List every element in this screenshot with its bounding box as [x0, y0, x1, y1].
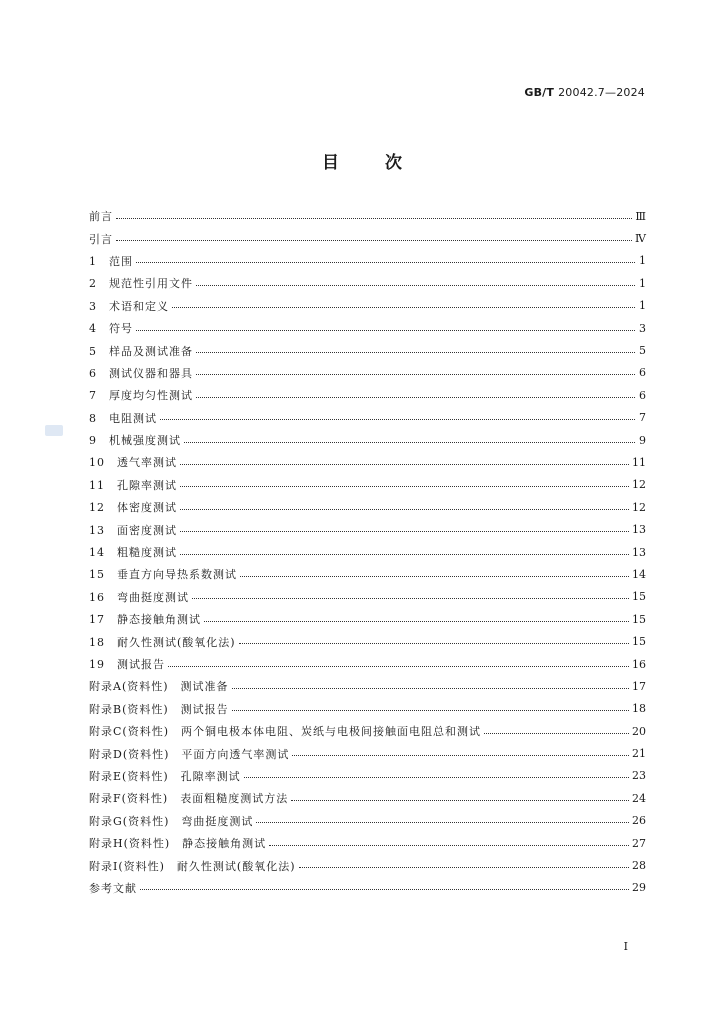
toc-entry[interactable]: [89, 698, 646, 720]
toc-entry-label: 14 粗糙度测试: [89, 546, 177, 560]
toc-entry-page: 15: [632, 612, 646, 626]
toc-entry-page: 26: [632, 814, 646, 828]
toc-entry-page: 5: [639, 344, 646, 358]
toc-dot-leader: [196, 374, 635, 375]
toc-entry[interactable]: [89, 630, 646, 652]
toc-dot-leader: [196, 352, 635, 353]
title-char-1: 目: [322, 153, 339, 173]
toc-entry-page: 17: [632, 679, 646, 693]
toc-entry-label: 18 耐久性测试(酸氧化法): [89, 635, 236, 649]
toc-entry-page: 7: [639, 411, 646, 425]
toc-entry[interactable]: [89, 429, 646, 451]
toc-entry-page: 20: [632, 724, 646, 738]
toc-entry[interactable]: [89, 765, 646, 787]
toc-entry-label: 1 范围: [89, 254, 133, 268]
toc-dot-leader: [291, 800, 629, 801]
toc-dot-leader: [180, 554, 629, 555]
toc-entry-page: 21: [632, 747, 646, 761]
toc-entry-label: 附录I(资料性) 耐久性测试(酸氧化法): [89, 859, 296, 873]
toc-entry-page: 9: [639, 433, 646, 447]
toc-entry-page: 27: [632, 836, 646, 850]
toc-entry-label: 附录A(资料性) 测试准备: [89, 680, 229, 694]
toc-entry[interactable]: [89, 250, 646, 272]
toc-entry-page: 1: [639, 254, 646, 268]
toc-entry-page: 6: [639, 366, 646, 380]
toc-dot-leader: [192, 598, 629, 599]
toc-entry-page: 18: [632, 702, 646, 716]
toc-entry-page: 15: [632, 635, 646, 649]
toc-entry-label: 13 面密度测试: [89, 523, 177, 537]
toc-dot-leader: [239, 643, 629, 644]
toc-entry-label: 参考文献: [89, 881, 137, 895]
toc-dot-leader: [180, 486, 629, 487]
toc-entry[interactable]: [89, 720, 646, 742]
toc-entry-label: 9 机械强度测试: [89, 434, 181, 448]
toc-entry[interactable]: [89, 496, 646, 518]
toc-dot-leader: [136, 262, 635, 263]
toc-entry[interactable]: [89, 877, 646, 899]
toc-entry[interactable]: [89, 451, 646, 473]
toc-dot-leader: [140, 889, 629, 890]
toc-dot-leader: [256, 822, 629, 823]
toc-entry-label: 8 电阻测试: [89, 411, 157, 425]
toc-dot-leader: [292, 755, 629, 756]
toc-entry[interactable]: [89, 787, 646, 809]
toc-entry-page: 28: [632, 859, 646, 873]
toc-entry-label: 11 孔隙率测试: [89, 478, 177, 492]
toc-entry[interactable]: [89, 317, 646, 339]
toc-entry-page: 1: [639, 299, 646, 313]
page-title: [0, 148, 724, 173]
toc-dot-leader: [136, 330, 635, 331]
toc-entry-label: 3 术语和定义: [89, 299, 169, 313]
toc-entry-label: 2 规范性引用文件: [89, 277, 193, 291]
toc-entry-label: 前言: [89, 210, 113, 224]
toc-dot-leader: [269, 845, 629, 846]
toc-dot-leader: [168, 666, 629, 667]
title-char-2: 次: [385, 153, 402, 173]
toc-entry-page: 12: [632, 478, 646, 492]
toc-entry[interactable]: [89, 518, 646, 540]
toc-entry[interactable]: [89, 205, 646, 227]
toc-entry-label: 附录H(资料性) 静态接触角测试: [89, 837, 267, 851]
table-of-contents: [89, 205, 646, 899]
toc-dot-leader: [160, 419, 635, 420]
standard-code: [524, 86, 645, 99]
toc-dot-leader: [240, 576, 629, 577]
toc-entry-page: 14: [632, 567, 646, 581]
toc-entry-page: 16: [632, 657, 646, 671]
toc-entry-label: 17 静态接触角测试: [89, 613, 201, 627]
toc-entry[interactable]: [89, 653, 646, 675]
toc-entry[interactable]: [89, 541, 646, 563]
toc-entry[interactable]: [89, 474, 646, 496]
toc-entry-label: 16 弯曲挺度测试: [89, 590, 189, 604]
toc-entry-label: 附录F(资料性) 表面粗糙度测试方法: [89, 792, 289, 806]
toc-dot-leader: [232, 688, 629, 689]
toc-dot-leader: [180, 464, 629, 465]
toc-entry[interactable]: [89, 384, 646, 406]
toc-entry-label: 19 测试报告: [89, 658, 165, 671]
toc-entry[interactable]: [89, 854, 646, 876]
toc-entry-page: 3: [639, 321, 646, 335]
toc-dot-leader: [180, 509, 629, 510]
toc-entry-label: 引言: [89, 232, 113, 246]
toc-dot-leader: [172, 307, 635, 308]
toc-entry-label: 5 样品及测试准备: [89, 344, 193, 358]
toc-entry[interactable]: [89, 608, 646, 630]
toc-dot-leader: [196, 285, 635, 286]
toc-entry-page: 15: [632, 590, 646, 604]
toc-dot-leader: [116, 240, 632, 241]
toc-dot-leader: [244, 777, 629, 778]
toc-dot-leader: [204, 621, 629, 622]
toc-entry-page: 23: [632, 769, 646, 783]
toc-dot-leader: [180, 531, 629, 532]
toc-dot-leader: [196, 397, 635, 398]
toc-entry-page: Ⅲ: [635, 209, 646, 223]
toc-entry[interactable]: [89, 810, 646, 832]
toc-entry-label: 附录C(资料性) 两个铜电极本体电阻、炭纸与电极间接触面电阻总和测试: [89, 725, 481, 739]
toc-dot-leader: [299, 867, 629, 868]
toc-dot-leader: [232, 710, 629, 711]
toc-entry-label: 6 测试仪器和器具: [89, 366, 193, 380]
toc-entry-label: 15 垂直方向导热系数测试: [89, 568, 237, 582]
standard-number: 20042.7—2024: [558, 86, 645, 99]
toc-dot-leader: [116, 218, 632, 219]
toc-entry[interactable]: [89, 295, 646, 317]
toc-entry[interactable]: [89, 227, 646, 249]
toc-entry[interactable]: [89, 586, 646, 608]
toc-dot-leader: [484, 733, 629, 734]
toc-entry-label: 12 体密度测试: [89, 501, 177, 515]
toc-entry-page: 13: [632, 523, 646, 537]
watermark-mark: [45, 425, 63, 436]
toc-entry[interactable]: [89, 362, 646, 384]
toc-entry-label: 4 符号: [89, 322, 133, 336]
toc-entry-page: 6: [639, 388, 646, 402]
toc-entry-page: 24: [632, 791, 646, 805]
toc-entry-label: 10 透气率测试: [89, 456, 177, 470]
toc-entry-page: 11: [632, 455, 646, 469]
toc-entry-page: 29: [632, 881, 646, 895]
toc-entry-label: 附录E(资料性) 孔隙率测试: [89, 769, 241, 783]
toc-entry[interactable]: [89, 563, 646, 585]
toc-entry-page: 13: [632, 545, 646, 559]
toc-entry-page: Ⅳ: [635, 232, 646, 246]
toc-entry[interactable]: [89, 272, 646, 294]
standard-prefix: GB/T: [524, 86, 555, 99]
toc-entry-page: 12: [632, 500, 646, 514]
toc-entry-label: 附录B(资料性) 测试报告: [89, 702, 229, 716]
toc-entry[interactable]: [89, 675, 646, 697]
toc-entry-label: 附录G(资料性) 弯曲挺度测试: [89, 814, 254, 828]
page-number: I: [623, 940, 628, 953]
toc-entry[interactable]: [89, 407, 646, 429]
toc-entry[interactable]: [89, 339, 646, 361]
toc-entry-label: 7 厚度均匀性测试: [89, 389, 193, 403]
toc-dot-leader: [184, 442, 635, 443]
toc-entry-label: 附录D(资料性) 平面方向透气率测试: [89, 747, 290, 761]
toc-entry-page: 1: [639, 276, 646, 290]
toc-entry[interactable]: [89, 742, 646, 764]
toc-entry[interactable]: [89, 832, 646, 854]
